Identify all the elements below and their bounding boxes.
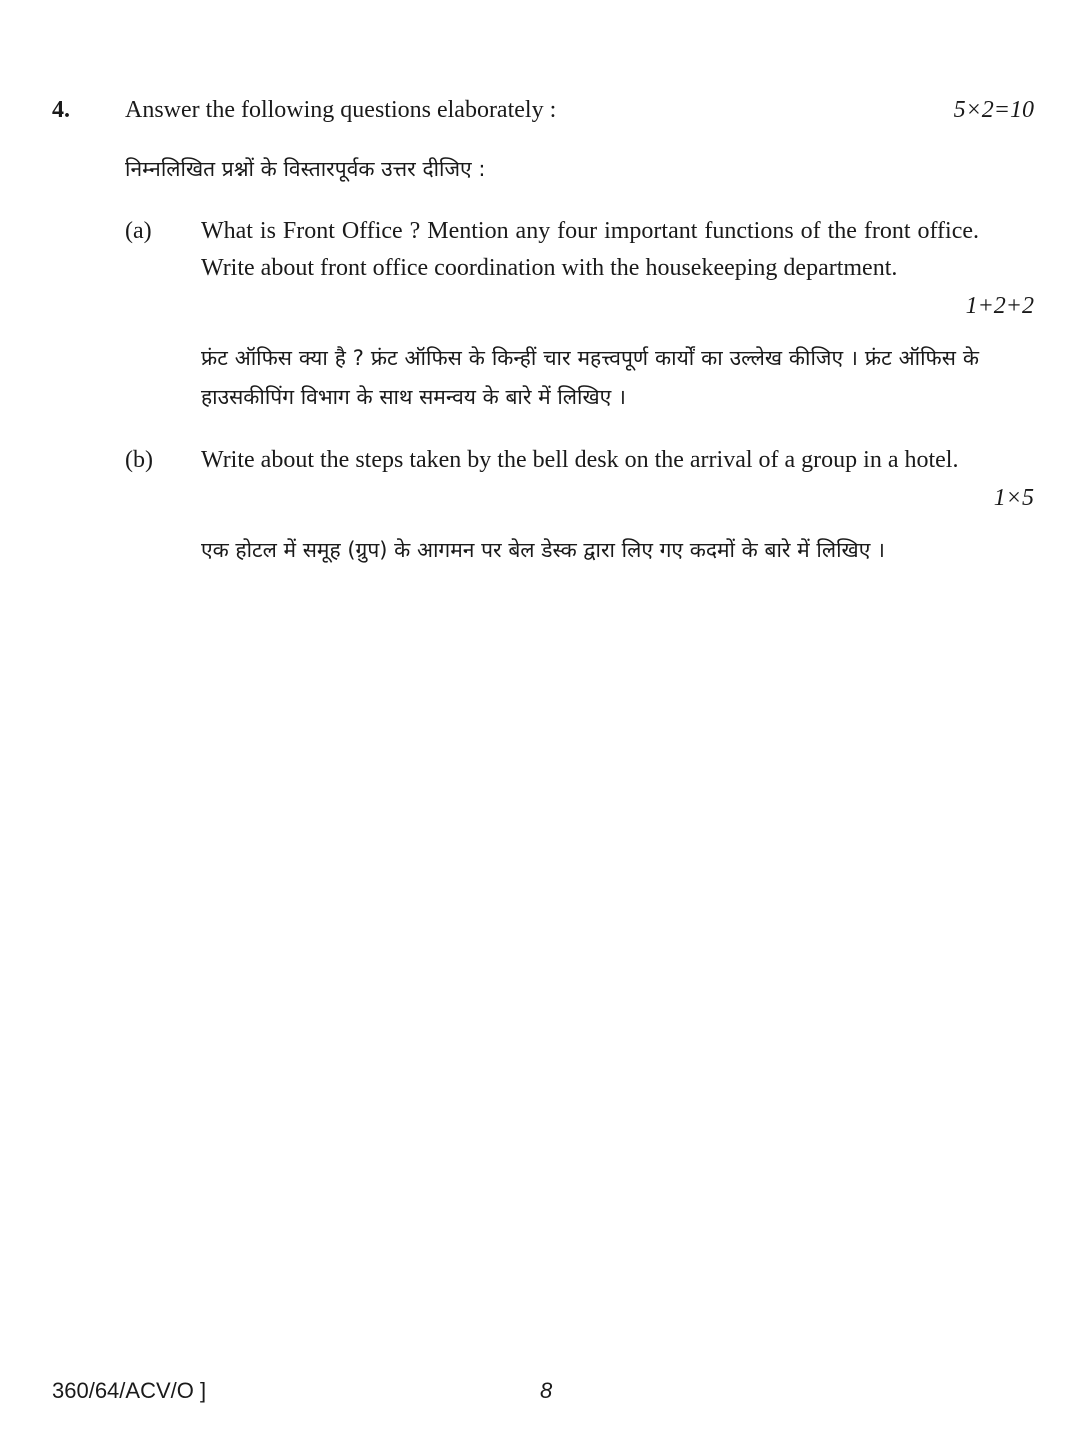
question-marks: 5×2=10 bbox=[953, 97, 1034, 123]
part-a-label: (a) bbox=[125, 218, 152, 244]
part-b-text-english: Write about the steps taken by the bell desk on the arrival of a group in a hotel. bbox=[201, 447, 959, 473]
question-instruction-hindi: निम्नलिखित प्रश्नों के विस्तारपूर्वक उत्तर दीजिए : bbox=[125, 157, 486, 181]
part-a-text-hindi: फ्रंट ऑफिस क्या है ? फ्रंट ऑफिस के किन्हीं चार महत्त्वपूर्ण कार्यों का उल्लेख कीजिए । फ्रंट ऑफिस के हाउसकीपिंग विभाग के साथ समन्वय के बारे में लिखिए । bbox=[201, 346, 979, 409]
question-number: 4. bbox=[52, 97, 70, 123]
part-b-marks: 1×5 bbox=[993, 485, 1034, 511]
part-a-text-english: What is Front Office ? Mention any four important functions of the front office. Write about front office coordination with the housekeeping department. bbox=[201, 218, 979, 281]
part-b-label: (b) bbox=[125, 447, 153, 473]
part-b-text-hindi: एक होटल में समूह (ग्रुप) के आगमन पर बेल डेस्क द्वारा लिए गए कदमों के बारे में लिखिए । bbox=[201, 538, 885, 562]
question-instruction-english: Answer the following questions elaborately : bbox=[125, 97, 557, 123]
part-a-marks: 1+2+2 bbox=[965, 293, 1034, 319]
paper-code: 360/64/ACV/O ] bbox=[52, 1378, 207, 1403]
page-number: 8 bbox=[540, 1378, 553, 1403]
